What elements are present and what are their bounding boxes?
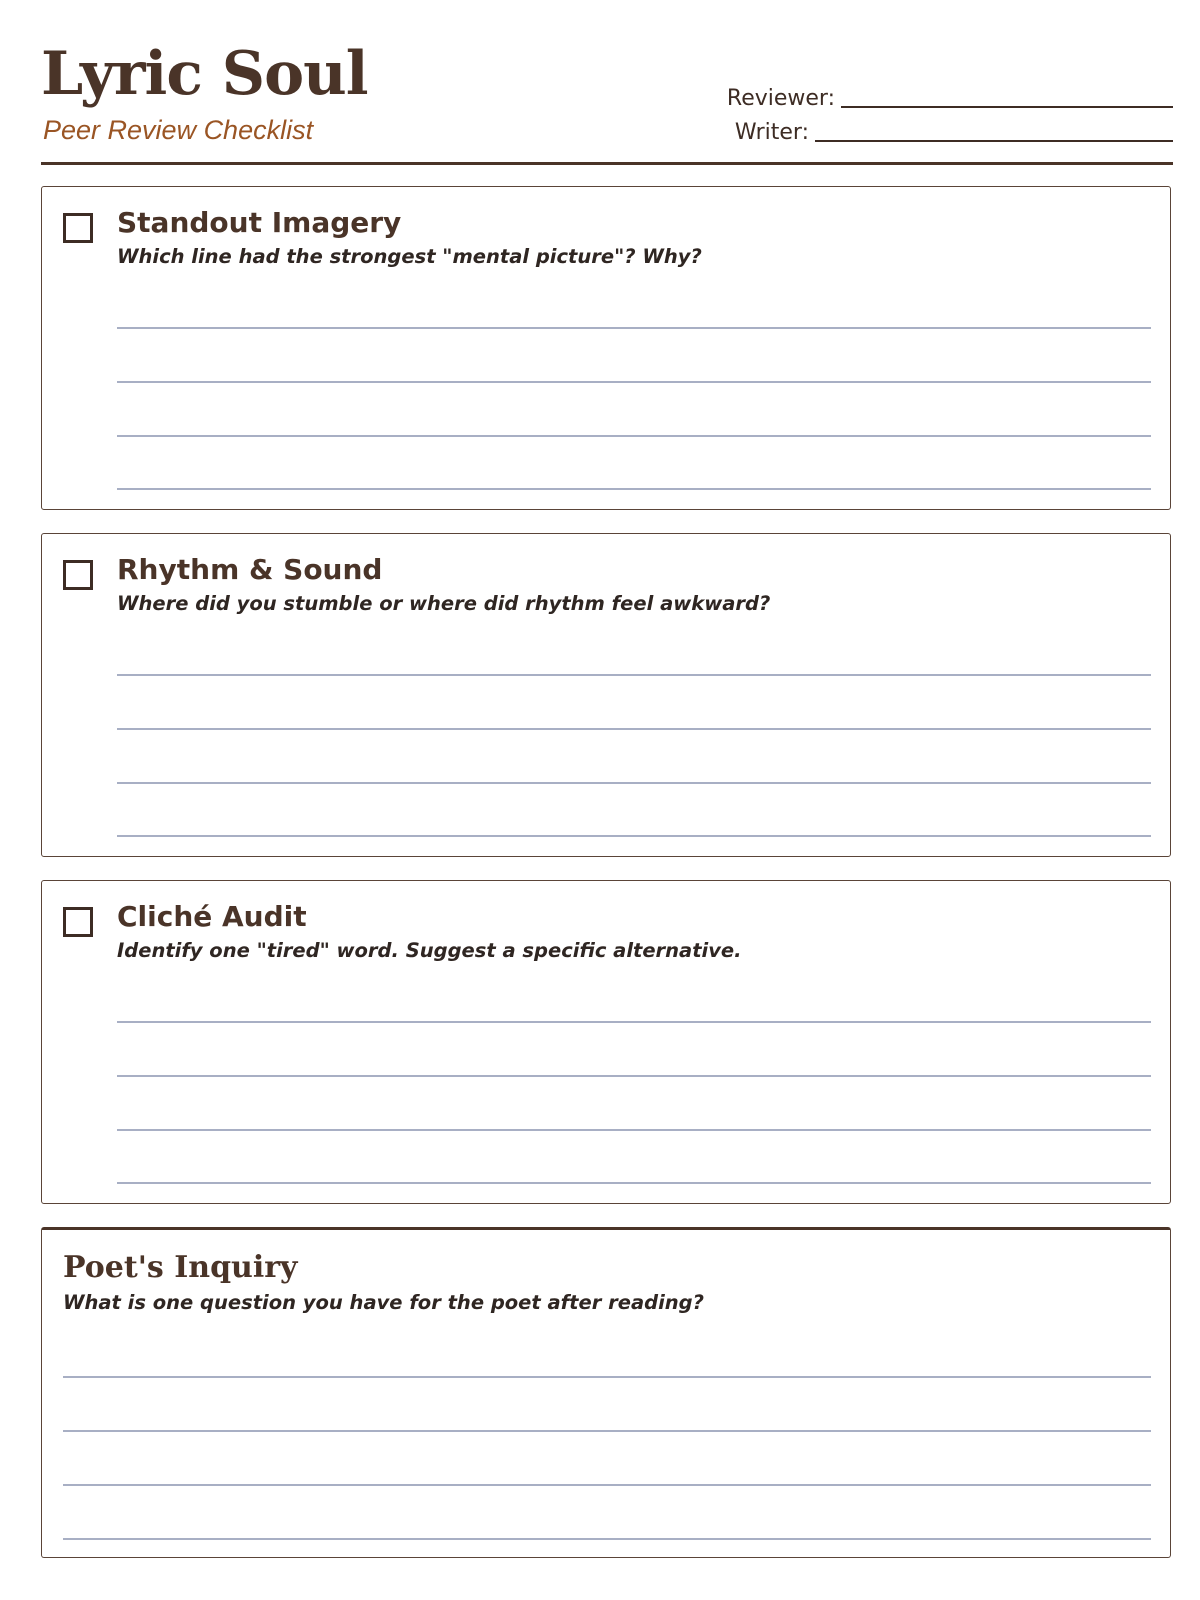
section-prompt: Identify one "tired" word. Suggest a specific alternative. <box>117 939 742 962</box>
reviewer-blank-line[interactable] <box>841 86 1173 108</box>
section-rhythm-sound <box>41 533 1171 857</box>
section-checkbox[interactable] <box>63 213 93 243</box>
page-header <box>41 38 1173 164</box>
section-poets-inquiry <box>41 1227 1171 1558</box>
worksheet-page <box>41 0 1173 1600</box>
inquiry-title: Poet's Inquiry <box>63 1250 298 1285</box>
writing-line[interactable] <box>117 835 1151 837</box>
reviewer-writer-fields <box>723 82 1173 150</box>
section-prompt: Which line had the strongest "mental picture"? Why? <box>117 245 702 268</box>
writing-line[interactable] <box>63 1538 1151 1540</box>
section-checkbox[interactable] <box>63 560 93 590</box>
writing-line[interactable] <box>117 435 1151 437</box>
section-checkbox[interactable] <box>63 907 93 937</box>
writing-line[interactable] <box>117 674 1151 676</box>
section-title: Cliché Audit <box>117 900 307 933</box>
reviewer-field <box>723 82 1173 116</box>
writing-line[interactable] <box>63 1430 1151 1432</box>
brand-subtitle: Peer Review Checklist <box>43 115 314 145</box>
writer-blank-line[interactable] <box>815 120 1173 142</box>
brand-title: Lyric Soul <box>41 39 368 109</box>
writing-line[interactable] <box>117 1021 1151 1023</box>
writing-line[interactable] <box>117 488 1151 490</box>
inquiry-prompt: What is one question you have for the poet after reading? <box>63 1291 704 1314</box>
section-title: Standout Imagery <box>117 206 402 239</box>
section-cliche-audit <box>41 880 1171 1204</box>
writing-line[interactable] <box>117 728 1151 730</box>
writing-line[interactable] <box>117 1129 1151 1131</box>
writing-line[interactable] <box>117 1182 1151 1184</box>
section-prompt: Where did you stumble or where did rhythm feel awkward? <box>117 592 771 615</box>
writing-line[interactable] <box>117 782 1151 784</box>
writer-label: Writer: <box>734 120 809 145</box>
writing-line[interactable] <box>117 1075 1151 1077</box>
writing-line[interactable] <box>117 327 1151 329</box>
reviewer-label: Reviewer: <box>726 86 835 111</box>
writer-field <box>723 116 1173 150</box>
writing-line[interactable] <box>117 381 1151 383</box>
writing-line[interactable] <box>63 1484 1151 1486</box>
section-standout-imagery <box>41 186 1171 510</box>
section-title: Rhythm & Sound <box>117 553 383 586</box>
header-divider <box>41 162 1173 165</box>
writing-line[interactable] <box>63 1376 1151 1378</box>
